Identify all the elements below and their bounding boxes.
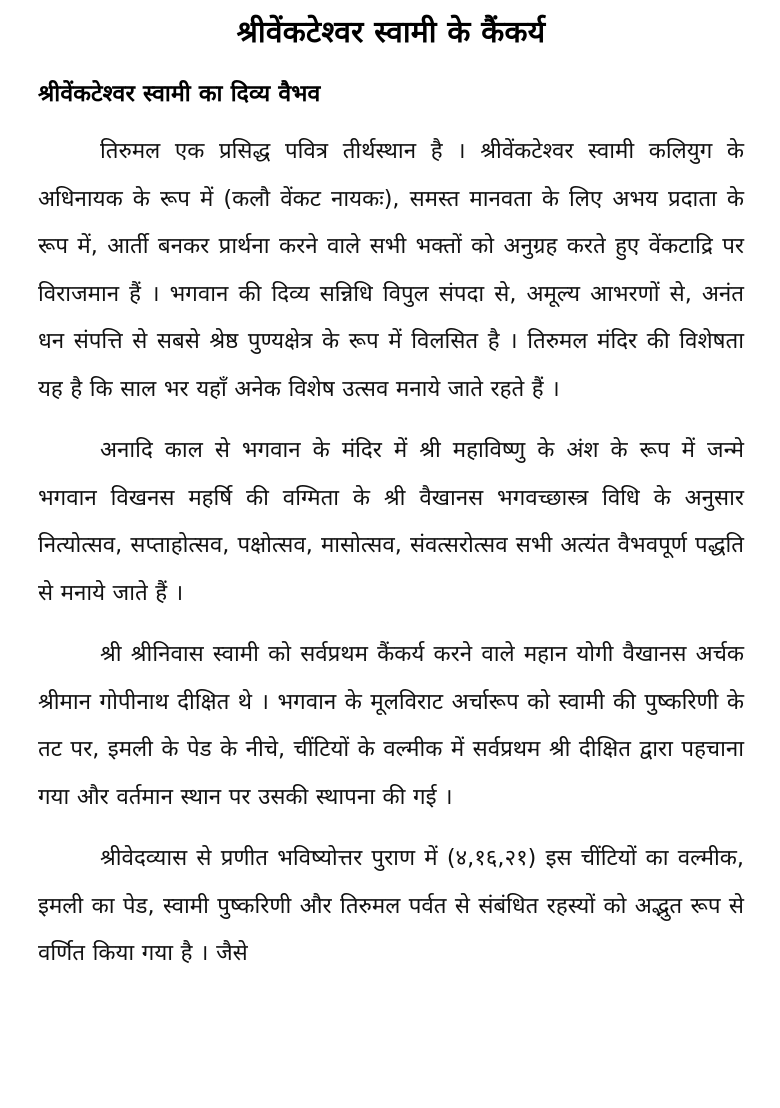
paragraph: श्री श्रीनिवास स्वामी को सर्वप्रथम कैंकर्य करने वाले महान योगी वैखानस अर्चक श्रीमान गोपीनाथ दीक्षित थे । भगवान के मूलविराट अर्चारूप को स्वामी की पुष्करिणी के तट पर, इमली के पेड के नीचे, चींटियों के वल्मीक में सर्वप्रथम श्री दीक्षित द्वारा पहचाना गया और वर्तमान स्थान पर उसकी स्थापना की गई । [38, 641, 744, 810]
body-text [38, 110, 744, 978]
section-heading: श्रीवेंकटेश्वर स्वामी का दिव्य वैभव [38, 81, 321, 108]
page-title: श्रीवेंकटेश्वर स्वामी के कैंकर्य [236, 15, 546, 50]
paragraph: श्रीवेदव्यास से प्रणीत भविष्योत्तर पुराण में (४,१६,२१) इस चींटियों का वल्मीक, इमली का पेड, स्वामी पुष्करिणी और तिरुमल पर्वत से संबंधित रहस्यों को अद्भुत रूप से वर्णित किया गया है । जैसे [38, 845, 744, 967]
paragraph: तिरुमल एक प्रसिद्ध पवित्र तीर्थस्थान है । श्रीवेंकटेश्वर स्वामी कलियुग के अधिनायक के रूप में (कलौ वेंकट नायकः), समस्त मानवता के लिए अभय प्रदाता के रूप में, आर्ती बनकर प्रार्थना करने वाले सभी भक्तों को अनुग्रह करते हुए वेंकटाद्रि पर विराजमान हैं । भगवान की दिव्य सन्निधि विपुल संपदा से, अमूल्य आभरणों से, अनंत धन संपत्ति से सबसे श्रेष्ठ पुण्यक्षेत्र के रूप में विलसित है । तिरुमल मंदिर की विशेषता यह है कि साल भर यहाँ अनेक विशेष उत्सव मनाये जाते रहते हैं । [38, 138, 744, 402]
paragraph: अनादि काल से भगवान के मंदिर में श्री महाविष्णु के अंश के रूप में जन्मे भगवान विखनस महर्षि की वग्मिता के श्री वैखानस भगवच्छास्त्र विधि के अनुसार नित्योत्सव, सप्ताहोत्सव, पक्षोत्सव, मासोत्सव, संवत्सरोत्सव सभी अत्यंत वैभवपूर्ण पद्धति से मनाये जाते हैं । [38, 437, 744, 606]
